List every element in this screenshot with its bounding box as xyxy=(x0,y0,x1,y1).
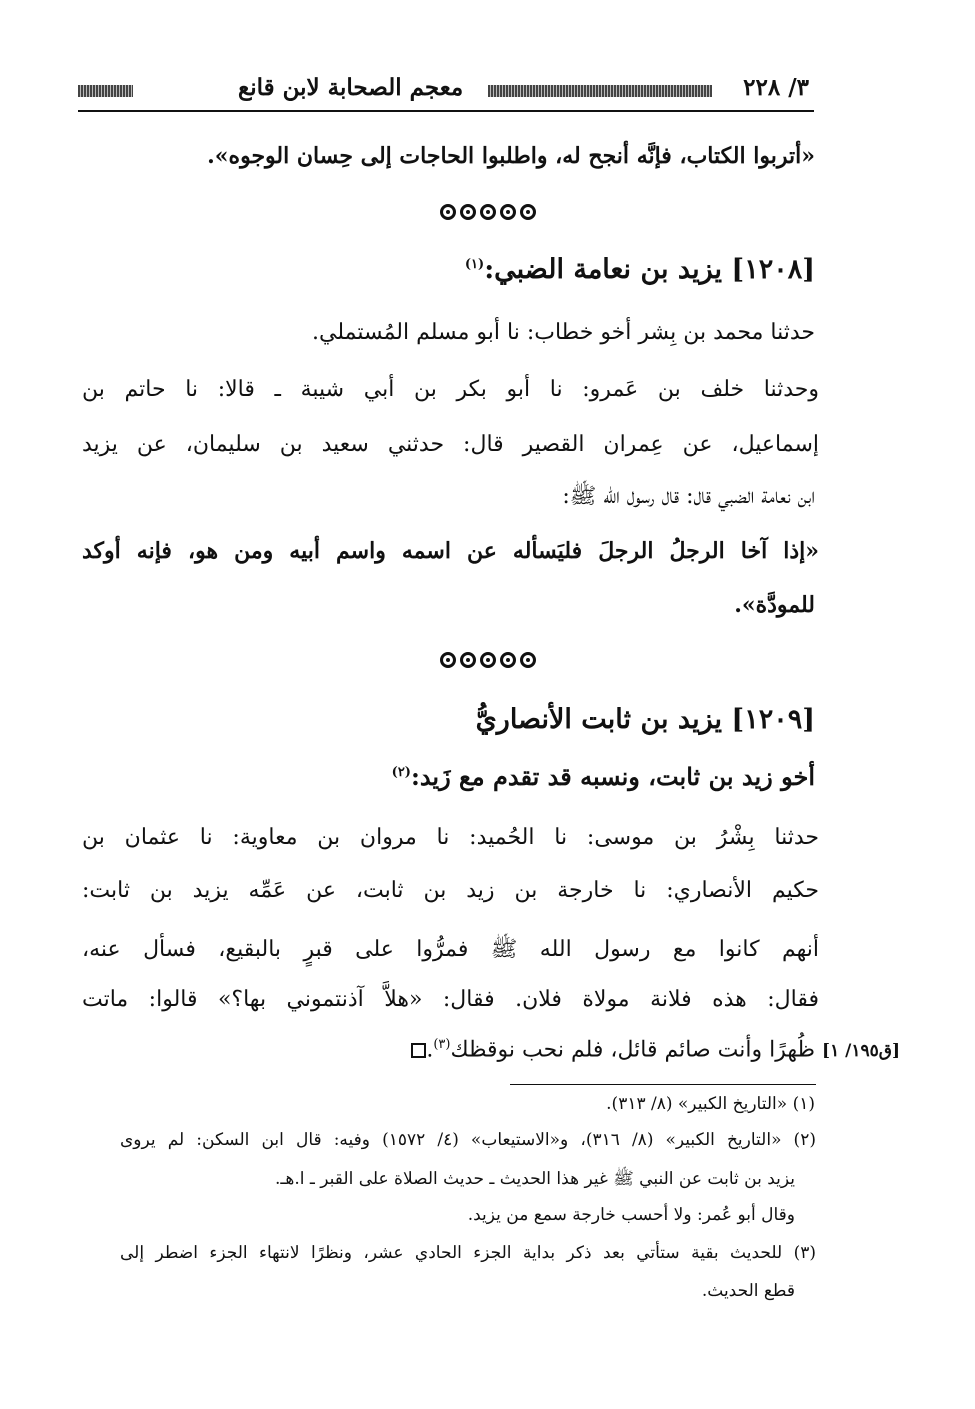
star-ornament-icon xyxy=(500,204,516,220)
isnad-line: حدثنا بِشْرُ بن موسى: نا الحُميد: نا مروان بن معاوية: نا عثمان بن xyxy=(82,825,819,850)
manuscript-folio-ref: [ق١٩٥/ ١] xyxy=(822,1041,900,1061)
matn-line-text: ظُهرًا وأنت صائم قائل، فلم نحب نوقظك xyxy=(450,1037,815,1063)
entry-heading-text: [١٢٠٨] يزيد بن نعامة الضبي: xyxy=(484,254,815,285)
book-title: معجم الصحابة لابن قانع xyxy=(238,74,464,101)
section-separator xyxy=(0,652,975,673)
isnad-line: ابن نعامة الضبي قال: قال رسول الله ﷺ: xyxy=(562,484,815,509)
running-header xyxy=(78,72,814,112)
sentence-end: . xyxy=(426,1037,434,1063)
hadith-text: للمودَّة». xyxy=(734,592,815,618)
footnote: (٣) للحديث بقية ستأتي بعد ذكر بداية الجزء الحادي عشر، ونظرًا لانتهاء الجزء اضطر إلى xyxy=(120,1243,816,1263)
star-ornament-icon xyxy=(480,652,496,668)
isnad-line: وحدثنا خلف بن عَمرو: نا أبو بكر بن أبي شيبة ـ قالا: نا حاتم بن xyxy=(82,377,819,402)
entry-heading xyxy=(465,254,815,285)
footnote: (١) «التاريخ الكبير» (٨/ ٣١٣). xyxy=(606,1094,815,1114)
footnote: (٢) «التاريخ الكبير» (٨/ ٣١٦)، و«الاستيعاب» (٤/ ١٥٧٢) وفيه: قال ابن السكن: لم يروى xyxy=(120,1130,816,1150)
star-ornament-icon xyxy=(480,204,496,220)
footnote-marker: (٣) xyxy=(433,1037,451,1052)
hadith-text: «إذا آخا الرجلُ الرجلَ فليَسأله عن اسمه واسم أبيه ومن هو، فإنه أوكد xyxy=(82,538,819,564)
star-ornament-icon xyxy=(500,652,516,668)
matn-line: أنهم كانوا مع رسول الله ﷺ فمرُّوا على قبرٍ بالبقيع، فسأل عنه، xyxy=(82,937,819,962)
entry-heading: [١٢٠٩] يزيد بن ثابت الأنصاريُّ xyxy=(475,704,815,735)
isnad-line: حكيم الأنصاري: نا خارجة بن زيد بن ثابت، عن عَمِّه يزيد بن ثابت: xyxy=(82,878,819,903)
isnad-line: إسماعيل، عن عِمران القصير قال: حدثني سعيد بن سليمان، عن يزيد xyxy=(82,432,819,457)
star-ornament-icon xyxy=(460,652,476,668)
footnote-marker: (٢) xyxy=(391,765,411,780)
footnote-continuation: قطع الحديث. xyxy=(701,1281,795,1301)
entry-subheading-text: أخو زيد بن ثابت، ونسبه قد تقدم مع زَيد: xyxy=(410,762,815,791)
matn-line xyxy=(405,1037,815,1062)
star-ornament-icon xyxy=(440,652,456,668)
isnad-line: حدثنا محمد بن بِشر أخو خطاب: نا أبو مسلم المُستملي. xyxy=(311,320,815,345)
star-ornament-icon xyxy=(520,652,536,668)
star-ornament-icon xyxy=(440,204,456,220)
entry-subheading xyxy=(392,762,815,791)
header-ornament-bar xyxy=(78,85,133,97)
header-rule xyxy=(78,110,814,112)
footnote-continuation: وقال أبو عُمر: ولا أحسب خارجة سمع من يزيد. xyxy=(467,1205,795,1225)
star-ornament-icon xyxy=(520,204,536,220)
header-ornament-bar xyxy=(488,85,712,97)
end-of-section-box-icon xyxy=(411,1043,426,1058)
matn-line: فقال: هذه فلانة مولاة فلان. فقال: «هلاَّ آذنتموني بها؟» قالوا: ماتت xyxy=(82,987,819,1012)
hadith-text: «أتربوا الكتاب، فإنَّه أنجح له، واطلبوا الحاجات إلى حِسان الوجوه». xyxy=(207,143,815,169)
footnote-continuation: يزيد بن ثابت عن النبي ﷺ غير هذا الحديث ـ حديث الصلاة على القبر ـ ا.هـ. xyxy=(275,1169,795,1189)
star-ornament-icon xyxy=(460,204,476,220)
footnote-rule xyxy=(510,1084,816,1085)
section-separator xyxy=(0,204,975,225)
footnote-marker: (١) xyxy=(464,257,485,272)
page-number: ٣/ ٢٢٨ xyxy=(743,74,809,101)
